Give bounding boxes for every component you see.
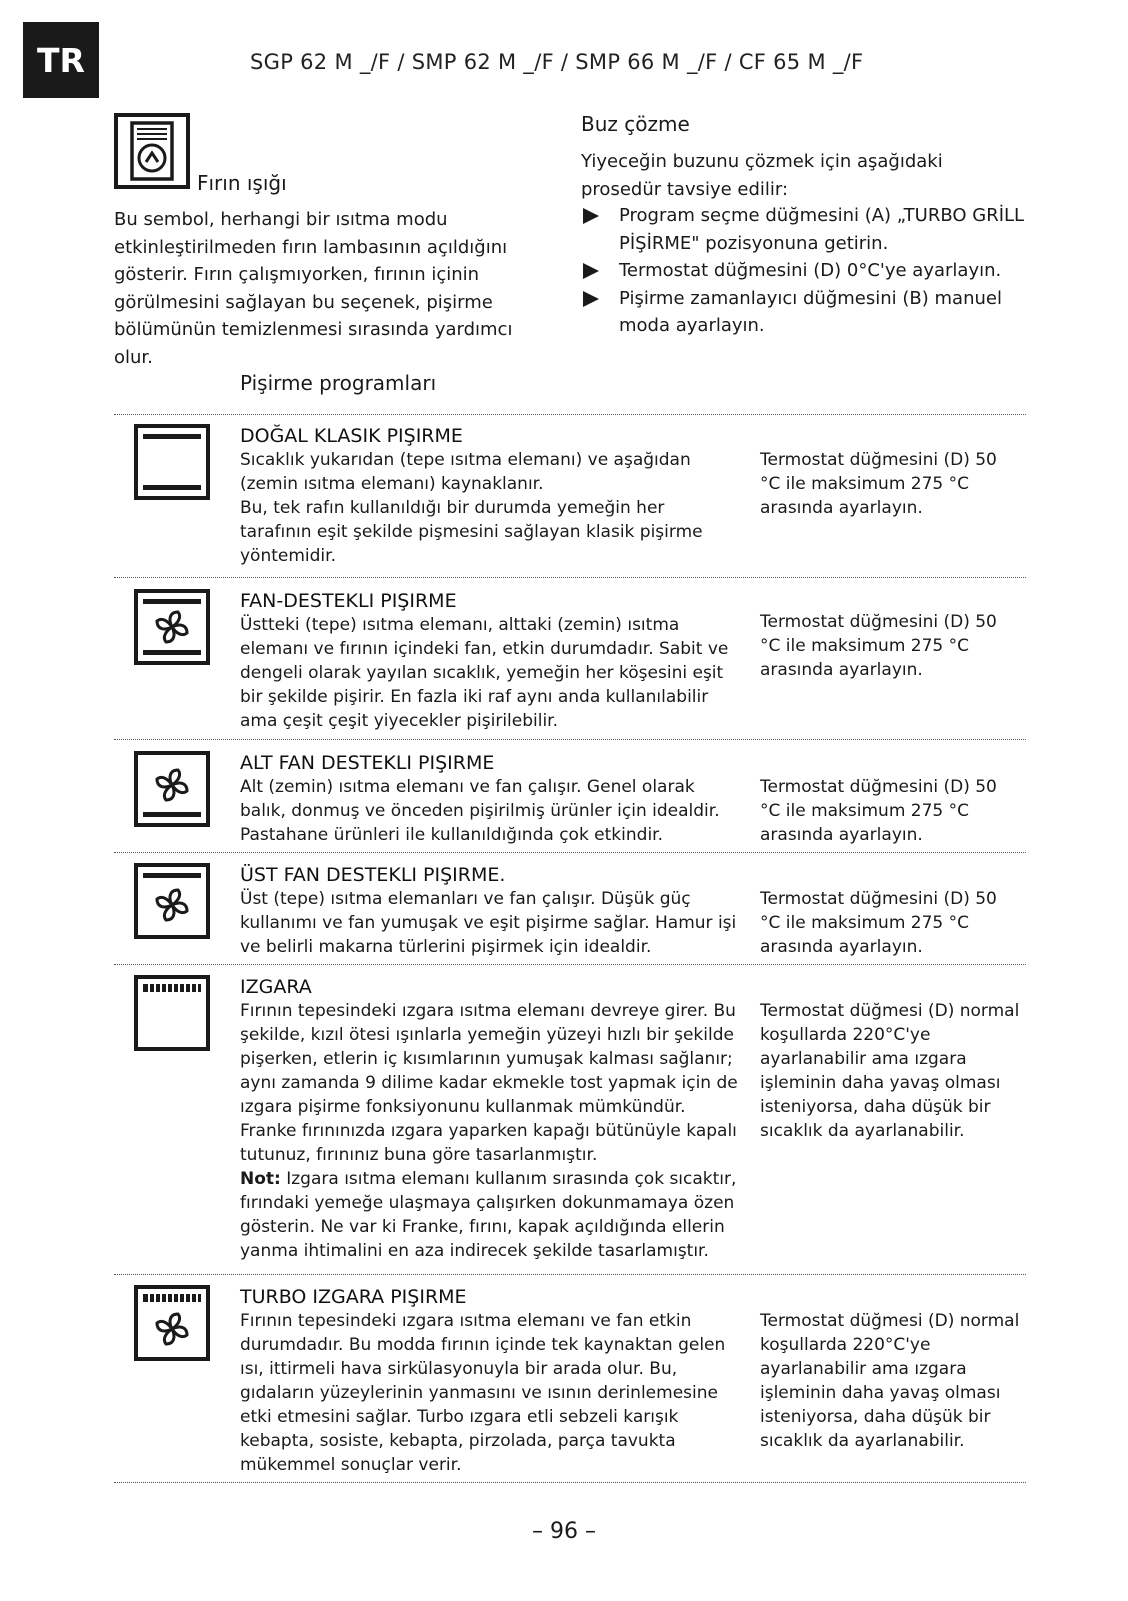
oven-light-description: Bu sembol, herhangi bir ısıtma modu etkinleştirilmeden fırın lambasının açıldığını gösterir. Fırın çalışmıyorken, fırının içinin görülmesini sağlayan bu seçenek, pişirme bölümünün temizlenmesi sırasında yardımcı olur.: [114, 209, 513, 368]
oven-light-icon: [114, 113, 190, 189]
note-text: Izgara ısıtma elemanı kullanım sırasında çok sıcaktır, fırındaki yemeğe ulaşmaya çalışırken dokunmamaya özen gösterin. Ne var ki Franke, fırını, kapak açıldığında ellerin yanma ihtimalini en aza indirecek şekilde tasarlamıştır.: [240, 1169, 737, 1261]
grill-icon: [134, 975, 210, 1051]
program-thermostat-note: Termostat düğmesini (D) 50 °C ile maksimum 275 °C arasında ayarlayın.: [760, 612, 997, 680]
program-thermostat-note: Termostat düğmesi (D) normal koşullarda 220°C'ye ayarlanabilir ama ızgara işleminin daha yavaş olması isteniyorsa, daha düşük bir sıcaklık da ayarlanabilir.: [760, 1001, 1020, 1141]
program-title: ALT FAN DESTEKLI PIŞIRME: [240, 752, 495, 774]
program-description: Alt (zemin) ısıtma elemanı ve fan çalışır. Genel olarak balık, donmuş ve önceden pişirilmiş ürünler için idealdir. Pastahane ürünleri ile kullanıldığında çok etkindir.: [240, 777, 720, 845]
row-divider: [114, 852, 1026, 853]
row-divider: [114, 964, 1026, 965]
defrost-intro: Yiyeceğin buzunu çözmek için aşağıdaki prosedür tavsiye edilir:: [581, 151, 943, 200]
program-thermostat-note: Termostat düğmesini (D) 50 °C ile maksimum 275 °C arasında ayarlayın.: [760, 450, 997, 518]
program-title: FAN-DESTEKLI PIŞIRME: [240, 590, 457, 612]
fan-bottom-heat-icon: [134, 751, 210, 827]
note-label: Not:: [240, 1169, 281, 1189]
row-divider: [114, 1482, 1026, 1483]
program-title: ÜST FAN DESTEKLI PIŞIRME.: [240, 864, 506, 886]
defrost-step: Pişirme zamanlayıcı düğmesini (B) manuel moda ayarlayın.: [581, 285, 1026, 340]
cooking-programs-heading: Pişirme programları: [240, 371, 437, 395]
language-badge: TR: [23, 22, 99, 98]
top-bottom-heat-icon: [134, 424, 210, 500]
defrost-heading: Buz çözme: [581, 112, 690, 136]
program-thermostat-note: Termostat düğmesini (D) 50 °C ile maksimum 275 °C arasında ayarlayın.: [760, 889, 997, 957]
program-title: DOĞAL KLASIK PIŞIRME: [240, 425, 463, 447]
arrow-bullet-icon: [583, 208, 599, 224]
program-description: Fırının tepesindeki ızgara ısıtma elemanı devreye girer. Bu şekilde, kızıl ötesi ışınlarla yemeğin yüzeyi hızlı bir şekilde pişerken, etlerin iç kısımlarının yumuşak kalması sağlanır; aynı zamanda 9 dilime kadar ekmekle tost yapmak için de ızgara pişirme fonksiyonunu kullanmak mümkündür. Franke fırınınızda ızgara yaparken kapağı bütünüyle kapalı tutunuz, fırınınız buna göre tasarlanmıştır. Not: Izgara ısıtma elemanı kullanım sırasında çok sıcaktır, fırındaki yemeğe ulaşmaya çalışırken dokunmamaya özen gösterin. Ne var ki Franke, fırını, kapak açıldığında ellerin yanma ihtimalini en aza indirecek şekilde tasarlamıştır.: [240, 1001, 738, 1261]
fan-top-heat-icon: [134, 863, 210, 939]
page-number: – 96 –: [532, 1519, 596, 1544]
oven-light-heading: Fırın ışığı: [197, 171, 287, 195]
program-title: TURBO IZGARA PIŞIRME: [240, 1286, 467, 1308]
row-divider: [114, 577, 1026, 578]
arrow-bullet-icon: [583, 291, 599, 307]
fan-top-bottom-heat-icon: [134, 589, 210, 665]
program-description: Sıcaklık yukarıdan (tepe ısıtma elemanı) ve aşağıdan (zemin ısıtma elemanı) kaynaklanır. Bu, tek rafın kullanıldığı bir durumda yemeğin her tarafının eşit şekilde pişmesini sağlayan klasik pişirme yöntemidir.: [240, 450, 703, 566]
row-divider: [114, 739, 1026, 740]
program-description: Üstteki (tepe) ısıtma elemanı, alttaki (zemin) ısıtma elemanı ve fırının içindeki fan, etkin durumdadır. Sabit ve dengeli olarak yayılan sıcaklık, yemeğin her köşesini eşit bir şekilde pişirir. En fazla iki raf aynı anda kullanılabilir ama çeşit çeşit yiyecekler pişirilebilir.: [240, 615, 729, 731]
turbo-grill-icon: [134, 1285, 210, 1361]
model-list-header: SGP 62 M _/F / SMP 62 M _/F / SMP 66 M _/F / CF 65 M _/F: [250, 50, 864, 74]
defrost-step: Program seçme düğmesini (A) „TURBO GRİLL PİŞİRME" pozisyonuna getirin.: [581, 202, 1026, 257]
program-description: Fırının tepesindeki ızgara ısıtma elemanı ve fan etkin durumdadır. Bu modda fırının içinde tek kaynaktan gelen ısı, ittirmeli hava sirkülasyonuyla bir arada olur. Bu, gıdaların yüzeylerinin yanmasını ve ısının derinlemesine etki etmesini sağlar. Turbo ızgara etli sebzeli karışık kebapta, sosiste, kebapta, pirzolada, parça tavukta mükemmel sonuçlar verir.: [240, 1311, 726, 1475]
defrost-steps: [581, 202, 1026, 340]
arrow-bullet-icon: [583, 263, 599, 279]
program-thermostat-note: Termostat düğmesini (D) 50 °C ile maksimum 275 °C arasında ayarlayın.: [760, 777, 997, 845]
program-thermostat-note: Termostat düğmesi (D) normal koşullarda 220°C'ye ayarlanabilir ama ızgara işleminin daha yavaş olması isteniyorsa, daha düşük bir sıcaklık da ayarlanabilir.: [760, 1311, 1020, 1451]
program-description: Üst (tepe) ısıtma elemanları ve fan çalışır. Düşük güç kullanımı ve fan yumuşak ve eşit pişirme sağlar. Hamur işi ve belirli makarna türlerini pişirmek için idealdir.: [240, 889, 737, 957]
row-divider: [114, 414, 1026, 415]
defrost-step: Termostat düğmesini (D) 0°C'ye ayarlayın.: [581, 257, 1026, 285]
program-title: IZGARA: [240, 976, 312, 998]
row-divider: [114, 1274, 1026, 1275]
